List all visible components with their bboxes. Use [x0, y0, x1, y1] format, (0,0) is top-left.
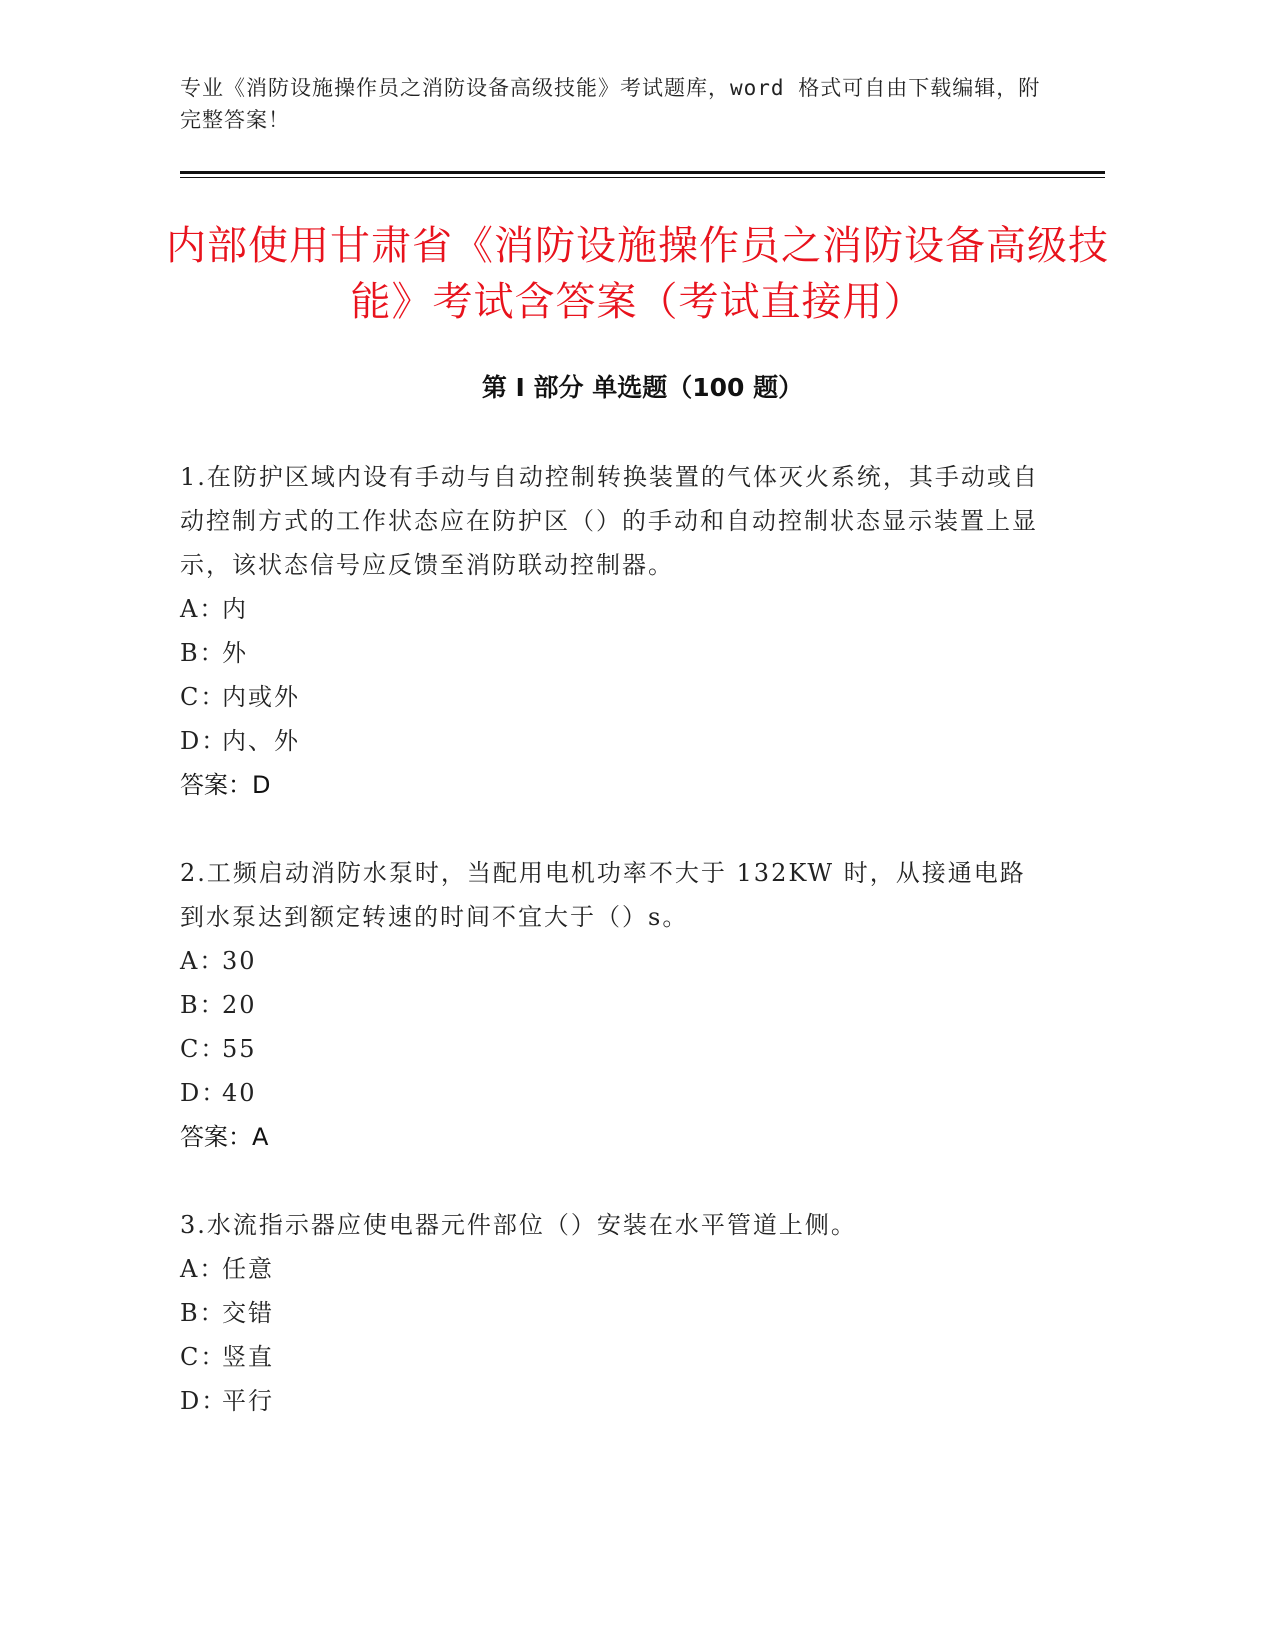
question-list [180, 455, 1040, 1467]
option-text: 外 [222, 639, 248, 667]
question-3 [180, 1203, 1040, 1423]
option-text: 55 [222, 1035, 257, 1063]
option-key: B： [180, 639, 226, 667]
option-text: 40 [222, 1079, 257, 1107]
option-key: A： [180, 1255, 226, 1283]
question-2 [180, 851, 1040, 1159]
option-text: 20 [222, 991, 257, 1019]
option-key: D： [180, 727, 228, 755]
option-a [180, 939, 1040, 983]
option-key: A： [180, 947, 226, 975]
option-b [180, 1291, 1040, 1335]
option-key: C： [180, 1035, 227, 1063]
option-b [180, 631, 1040, 675]
option-text: 交错 [222, 1299, 274, 1327]
document-title: 内部使用甘肃省《消防设施操作员之消防设备高级技能》考试含答案（考试直接用） [166, 223, 1109, 325]
option-text: 任意 [222, 1255, 274, 1283]
option-text: 内、外 [222, 727, 300, 755]
option-key: D： [180, 1079, 228, 1107]
option-text: 内 [222, 595, 248, 623]
option-c [180, 675, 1040, 719]
question-1 [180, 455, 1040, 807]
option-d [180, 1071, 1040, 1115]
header-divider-thick [180, 171, 1105, 174]
option-key: B： [180, 991, 226, 1019]
option-a [180, 587, 1040, 631]
option-key: D： [180, 1387, 228, 1415]
question-stem: 1.在防护区域内设有手动与自动控制转换装置的气体灭火系统，其手动或自动控制方式的工作状态应在防护区（）的手动和自动控制状态显示装置上显示，该状态信号应反馈至消防联动控制器。 [180, 463, 1039, 579]
option-c [180, 1335, 1040, 1379]
option-d [180, 719, 1040, 763]
option-text: 内或外 [222, 683, 300, 711]
option-key: C： [180, 683, 227, 711]
option-text: 竖直 [222, 1343, 274, 1371]
header-note: 专业《消防设施操作员之消防设备高级技能》考试题库，word 格式可自由下载编辑，附完整答案！ [180, 76, 1041, 132]
option-a [180, 1247, 1040, 1291]
answer-line: 答案：D [180, 771, 271, 799]
section-title: 第 I 部分 单选题（100 题） [481, 373, 804, 402]
question-stem: 2.工频启动消防水泵时，当配用电机功率不大于 132KW 时，从接通电路到水泵达到额定转速的时间不宜大于（）s。 [180, 859, 1026, 931]
option-text: 30 [222, 947, 257, 975]
question-stem: 3.水流指示器应使电器元件部位（）安装在水平管道上侧。 [180, 1211, 857, 1239]
option-c [180, 1027, 1040, 1071]
answer-line: 答案：A [180, 1123, 269, 1151]
option-key: C： [180, 1343, 227, 1371]
option-text: 平行 [222, 1387, 274, 1415]
option-d [180, 1379, 1040, 1423]
option-key: B： [180, 1299, 226, 1327]
option-b [180, 983, 1040, 1027]
option-key: A： [180, 595, 226, 623]
header-divider-thin [180, 177, 1105, 178]
